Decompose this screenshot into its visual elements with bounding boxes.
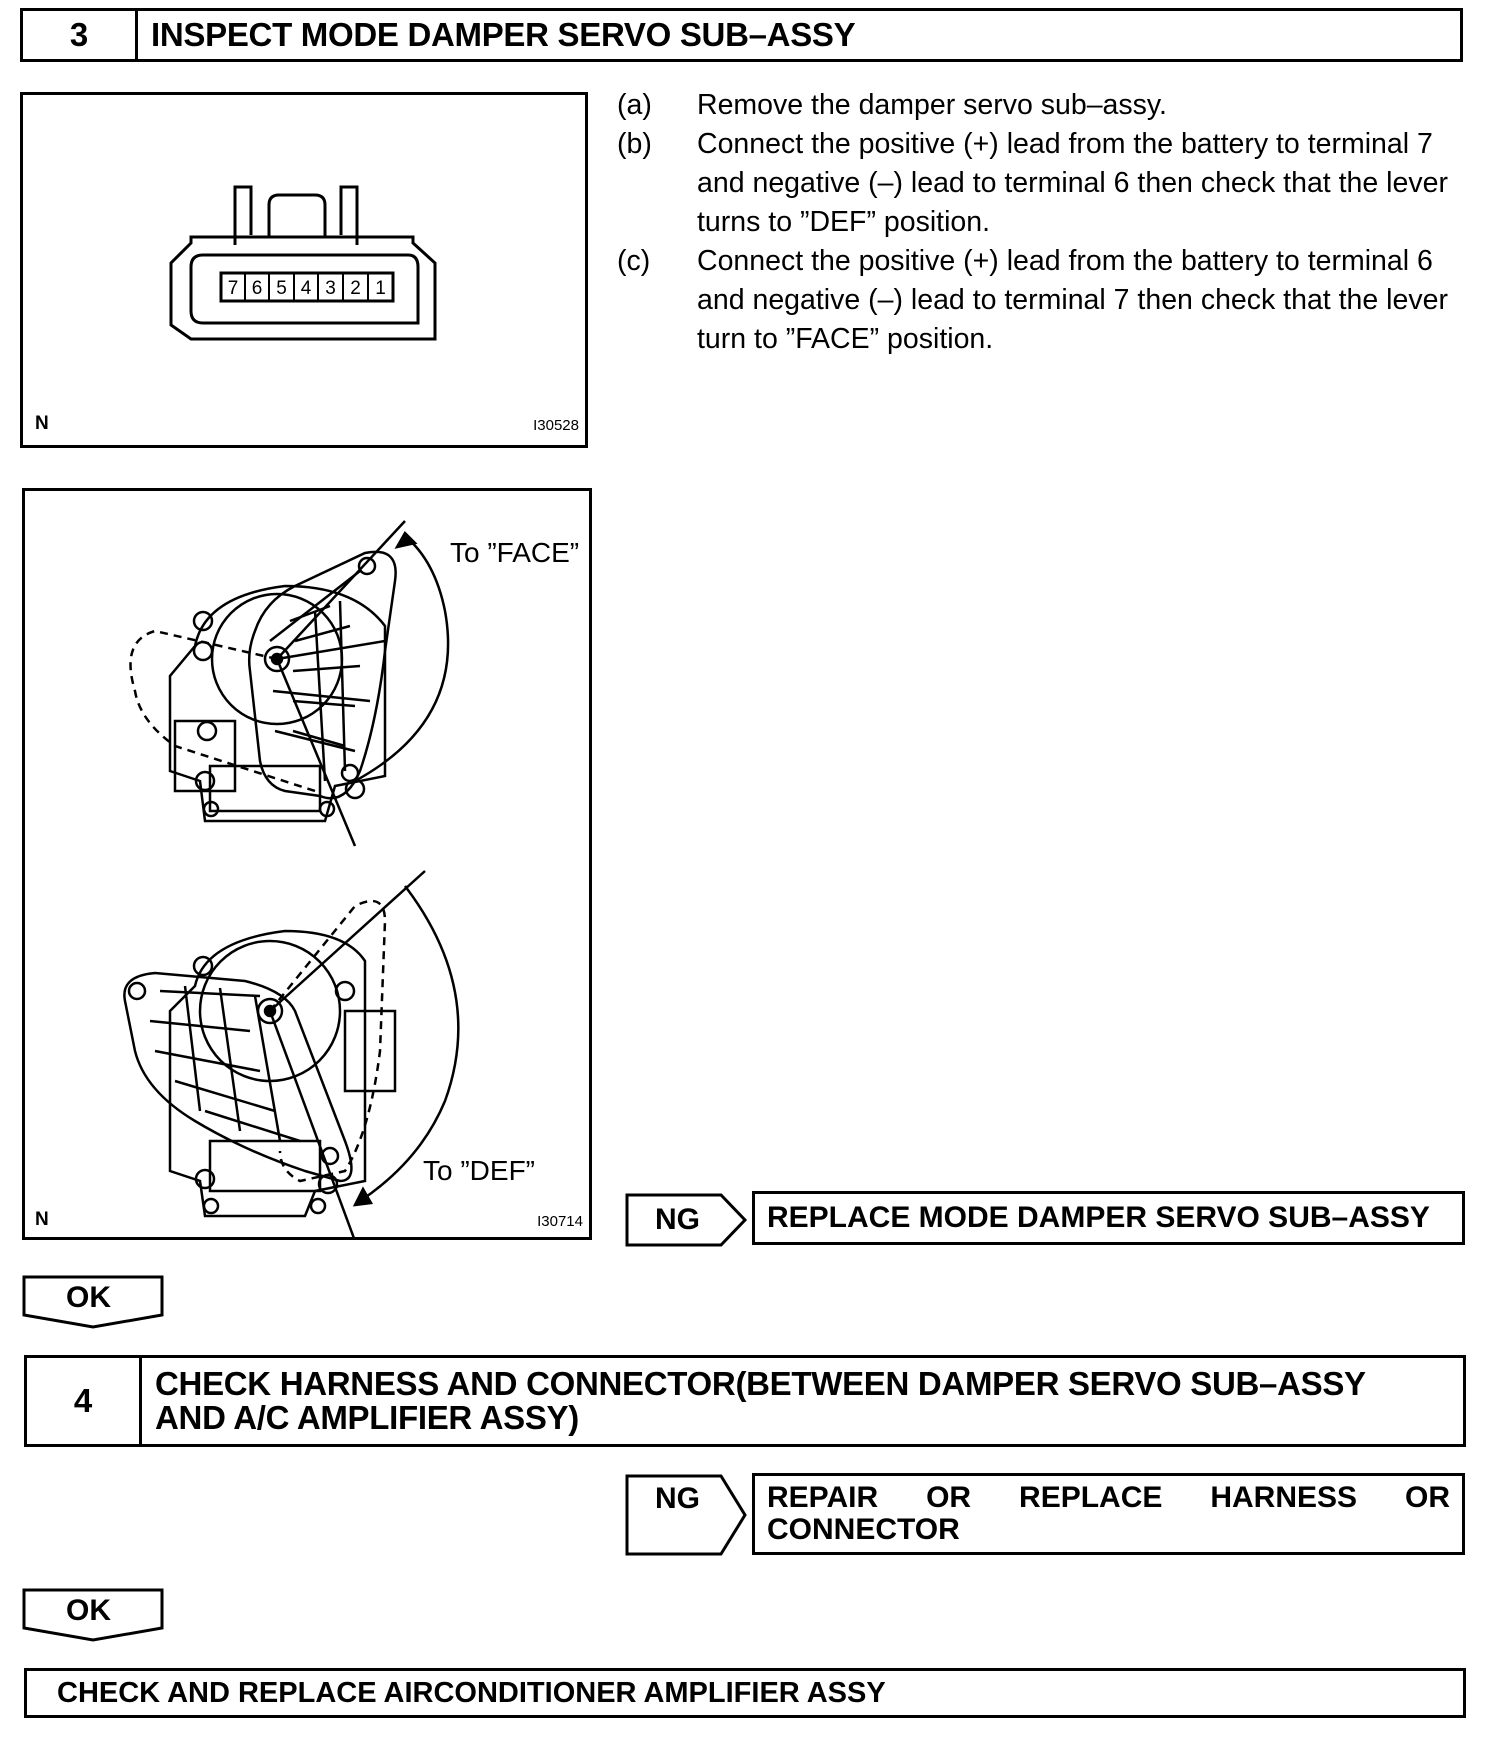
terminal-2: 2 — [350, 278, 361, 299]
step4-ng-result-line2: CONNECTOR — [767, 1513, 960, 1546]
servo-lever-figure — [22, 488, 592, 1240]
terminal-5: 5 — [276, 278, 287, 299]
step3-ng-arrow — [625, 1193, 749, 1247]
instruction-a-text: Remove the damper servo sub–assy. — [697, 89, 1167, 121]
step4-title-line1: CHECK HARNESS AND CONNECTOR(BETWEEN DAMPER SERVO SUB–ASSY — [155, 1365, 1366, 1402]
step4-ng-result-line1: REPAIR OR REPLACE HARNESS OR — [767, 1481, 1450, 1514]
connector-diagram — [23, 95, 585, 445]
label-to-face: To ”FACE” — [450, 537, 580, 568]
figure1-corner-letter: N — [35, 413, 49, 434]
step3-ng-label: NG — [655, 1203, 700, 1236]
step4-ng-label: NG — [655, 1482, 700, 1515]
connector-figure — [20, 92, 588, 448]
instruction-b-letter: (b) — [617, 128, 652, 160]
instruction-c-text: Connect the positive (+) lead from the battery to terminal 6 and negative (–) lead to terminal 7 then check that the lever turn to ”FACE” position. — [697, 245, 1448, 355]
step3-number: 3 — [23, 11, 138, 59]
terminal-6: 6 — [251, 278, 263, 299]
instruction-c — [617, 242, 1467, 359]
step4-title — [155, 1358, 1366, 1444]
instruction-b-text: Connect the positive (+) lead from the battery to terminal 7 and negative (–) lead to terminal 6 then check that the lever turns to ”DEF” position. — [697, 128, 1448, 238]
terminal-labels — [221, 278, 393, 304]
step4-ng-arrow — [625, 1474, 749, 1556]
step4-ok-arrow — [22, 1588, 164, 1642]
instruction-a-letter: (a) — [617, 89, 652, 121]
step3-ng-result: REPLACE MODE DAMPER SERVO SUB–ASSY — [752, 1191, 1465, 1245]
step3-ok-label: OK — [66, 1281, 111, 1314]
final-action-box: CHECK AND REPLACE AIRCONDITIONER AMPLIFIER ASSY — [24, 1668, 1466, 1718]
figure2-id: I30714 — [537, 1213, 583, 1230]
label-to-def: To ”DEF” — [423, 1155, 535, 1186]
step4-ok-label: OK — [66, 1594, 111, 1627]
step4-title-line2: AND A/C AMPLIFIER ASSY) — [155, 1399, 579, 1436]
instruction-a — [617, 86, 1467, 125]
step3-instructions — [617, 86, 1467, 359]
step4-ng-result — [752, 1473, 1465, 1555]
servo-top — [131, 521, 449, 846]
terminal-4: 4 — [300, 278, 312, 299]
instruction-b — [617, 125, 1467, 242]
servo-bottom — [124, 871, 458, 1237]
terminal-1: 1 — [375, 278, 386, 299]
step4-header — [24, 1355, 1466, 1447]
terminal-7: 7 — [227, 278, 239, 299]
step3-title: INSPECT MODE DAMPER SERVO SUB–ASSY — [151, 16, 856, 53]
step3-ok-arrow — [22, 1275, 164, 1329]
step3-header — [20, 8, 1463, 62]
servo-lever-diagram — [25, 491, 589, 1237]
figure2-corner-letter: N — [35, 1209, 49, 1230]
step4-number: 4 — [27, 1358, 142, 1444]
instruction-c-letter: (c) — [617, 245, 651, 277]
terminal-3: 3 — [325, 278, 336, 299]
figure1-id: I30528 — [533, 417, 579, 434]
